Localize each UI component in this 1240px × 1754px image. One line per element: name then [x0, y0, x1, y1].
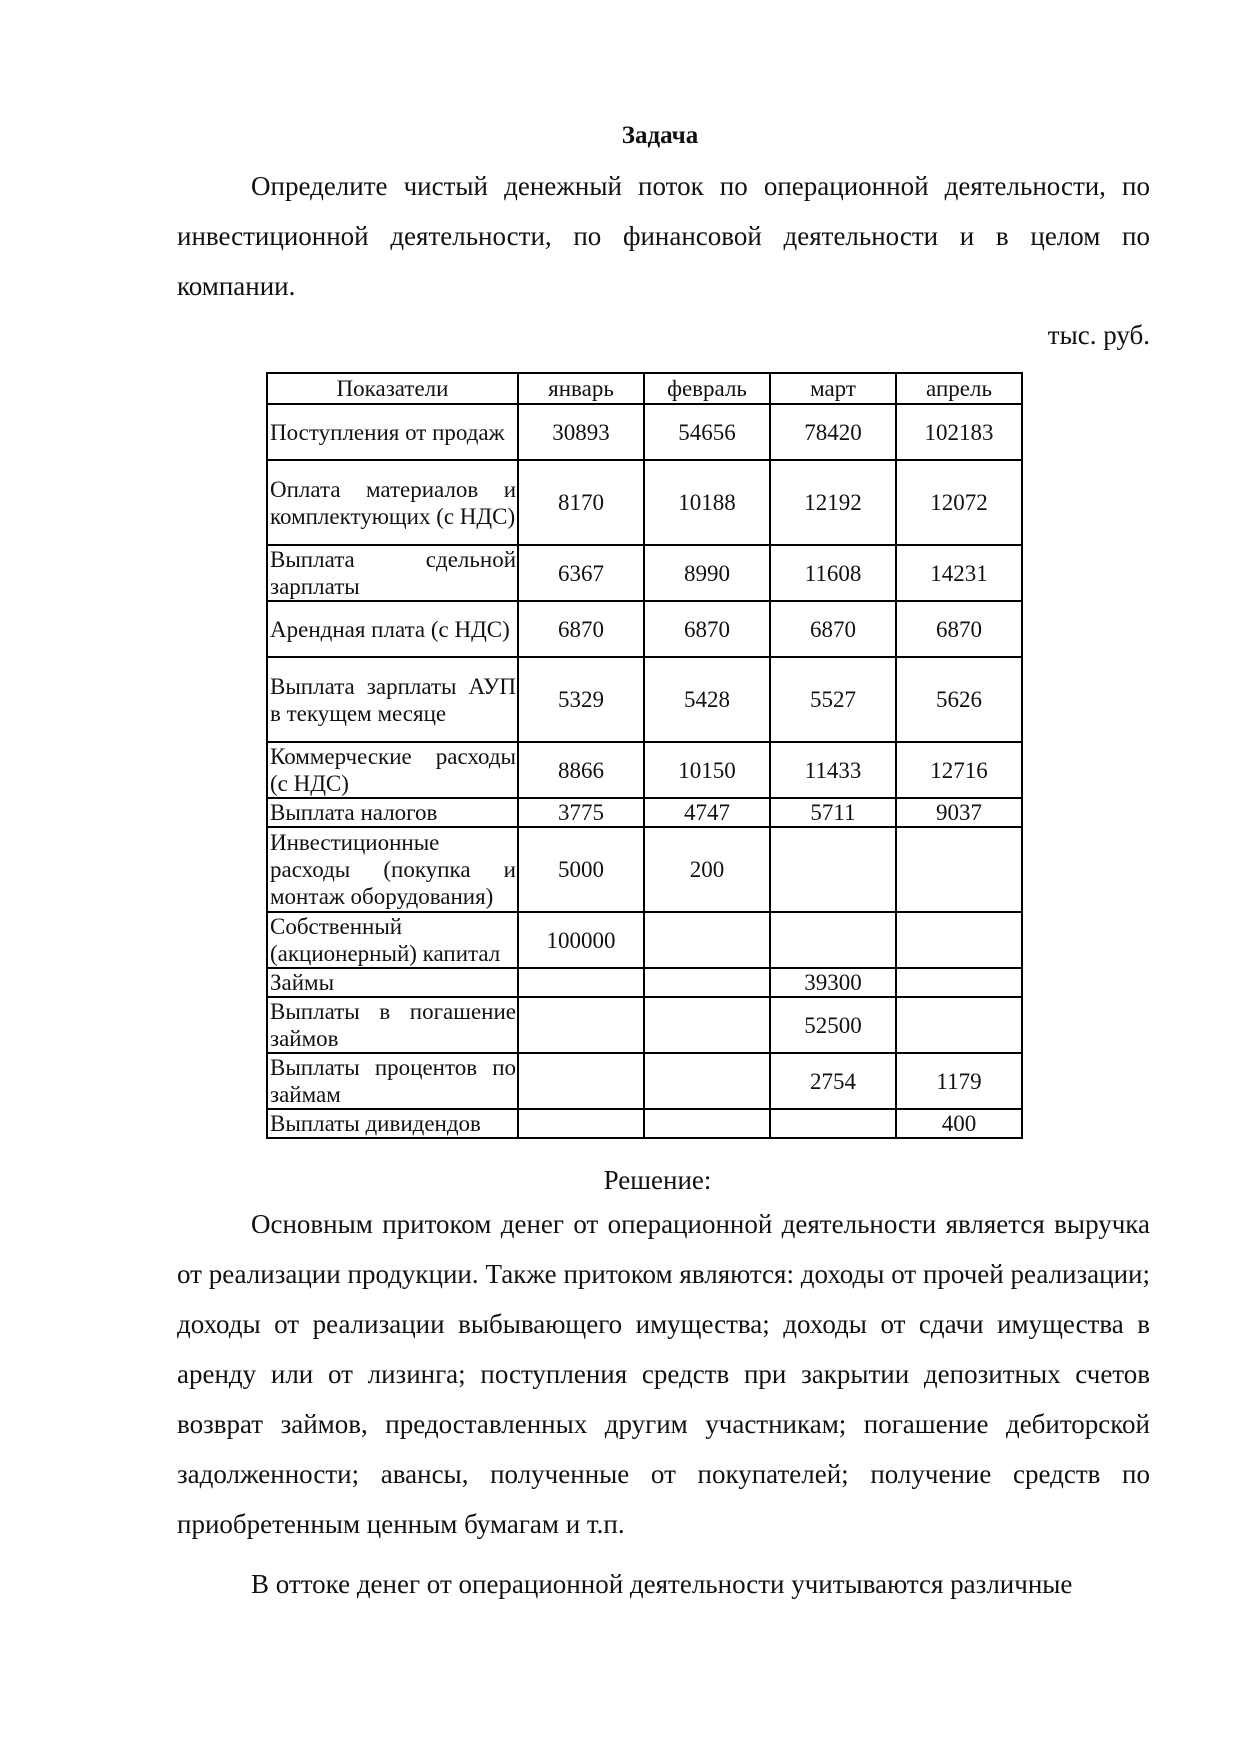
header-indicators: Показатели [267, 373, 518, 404]
table-cell: 5000 [518, 827, 644, 912]
table-row [267, 460, 1022, 545]
table-cell [518, 1109, 644, 1138]
table-cell: 5626 [896, 657, 1022, 742]
table-row [267, 742, 1022, 798]
table-cell [644, 1053, 770, 1109]
row-label: Арендная плата (с НДС) [267, 601, 518, 657]
table-cell [896, 968, 1022, 997]
table-row [267, 997, 1022, 1053]
table-cell: 12192 [770, 460, 896, 545]
table-cell: 5329 [518, 657, 644, 742]
table-body [267, 404, 1022, 1138]
paragraph-1: Основным притоком денег от операционной деятельности является выручка от реализации продукции. Также притоком являются: доходы от прочей реализации; доходы от реализации выбывающего имущества; доходы от сдачи имущества в аренду или от лизинга; поступления средств при закрытии депозитных счетов возврат займов, предоставленных другим участникам; погашение дебиторской задолженности; авансы, полученные от покупателей; получение средств по приобретенным ценным бумагам и т.п. [177, 1209, 1150, 1539]
paragraph-2: В оттоке денег от операционной деятельности учитываются различные [251, 1569, 1073, 1599]
table-cell: 8990 [644, 545, 770, 601]
table-row [267, 657, 1022, 742]
table-cell: 6367 [518, 545, 644, 601]
solution-heading: Решение: [603, 1165, 712, 1195]
table-cell: 54656 [644, 404, 770, 460]
table-cell: 5711 [770, 798, 896, 827]
row-label: Выплата налогов [267, 798, 518, 827]
header-february: февраль [644, 373, 770, 404]
table-cell [770, 827, 896, 912]
table-cell [518, 968, 644, 997]
table-row [267, 827, 1022, 912]
table-cell: 52500 [770, 997, 896, 1053]
table-cell: 5527 [770, 657, 896, 742]
header-march: март [770, 373, 896, 404]
table-cell [644, 1109, 770, 1138]
row-label: Собственный (акционерный) капитал [267, 912, 518, 968]
table-cell: 78420 [770, 404, 896, 460]
table-cell: 8170 [518, 460, 644, 545]
table-row [267, 798, 1022, 827]
table-cell: 11433 [770, 742, 896, 798]
row-label: Займы [267, 968, 518, 997]
table-cell: 6870 [518, 601, 644, 657]
table-cell [896, 912, 1022, 968]
row-label: Коммерческие расходы (с НДС) [267, 742, 518, 798]
row-label: Выплаты дивидендов [267, 1109, 518, 1138]
table-row [267, 545, 1022, 601]
table-row [267, 912, 1022, 968]
table-cell [896, 827, 1022, 912]
units-label: тыс. руб. [1047, 320, 1150, 350]
table-cell: 200 [644, 827, 770, 912]
table-cell [896, 997, 1022, 1053]
table-cell: 2754 [770, 1053, 896, 1109]
table-cell: 102183 [896, 404, 1022, 460]
table-cell: 5428 [644, 657, 770, 742]
table-cell: 6870 [896, 601, 1022, 657]
table-cell [644, 912, 770, 968]
table-cell: 6870 [770, 601, 896, 657]
data-table [266, 372, 1023, 1139]
table-cell: 9037 [896, 798, 1022, 827]
table-row [267, 601, 1022, 657]
table-cell: 10188 [644, 460, 770, 545]
table-cell [518, 997, 644, 1053]
table-cell: 100000 [518, 912, 644, 968]
row-label: Выплаты процентов по займам [267, 1053, 518, 1109]
table-cell: 12072 [896, 460, 1022, 545]
row-label: Инвестиционные расходы (покупка и монтаж оборудования) [267, 827, 518, 912]
table-cell: 3775 [518, 798, 644, 827]
row-label: Выплата сдельной зарплаты [267, 545, 518, 601]
table-cell: 8866 [518, 742, 644, 798]
table-cell: 30893 [518, 404, 644, 460]
header-january: январь [518, 373, 644, 404]
table-cell: 10150 [644, 742, 770, 798]
page-title: Задача [621, 122, 699, 149]
table-row [267, 968, 1022, 997]
table-cell [644, 968, 770, 997]
header-april: апрель [896, 373, 1022, 404]
table-row [267, 404, 1022, 460]
task-text: Определите чистый денежный поток по операционной деятельности, по инвестиционной деятельности, по финансовой деятельности и в целом по компании. [177, 171, 1150, 301]
table-cell [770, 1109, 896, 1138]
table-cell: 39300 [770, 968, 896, 997]
table-cell [518, 1053, 644, 1109]
table-cell: 11608 [770, 545, 896, 601]
row-label: Оплата материалов и комплектующих (с НДС) [267, 460, 518, 545]
row-label: Выплата зарплаты АУП в текущем месяце [267, 657, 518, 742]
table-row [267, 1053, 1022, 1109]
row-label: Выплаты в погашение займов [267, 997, 518, 1053]
table-cell: 14231 [896, 545, 1022, 601]
table-cell [644, 997, 770, 1053]
table-cell: 6870 [644, 601, 770, 657]
table-cell: 12716 [896, 742, 1022, 798]
table-cell: 4747 [644, 798, 770, 827]
table-row [267, 1109, 1022, 1138]
table-cell [770, 912, 896, 968]
table-cell: 400 [896, 1109, 1022, 1138]
table-cell: 1179 [896, 1053, 1022, 1109]
row-label: Поступления от продаж [267, 404, 518, 460]
table-header-row [267, 373, 1022, 404]
